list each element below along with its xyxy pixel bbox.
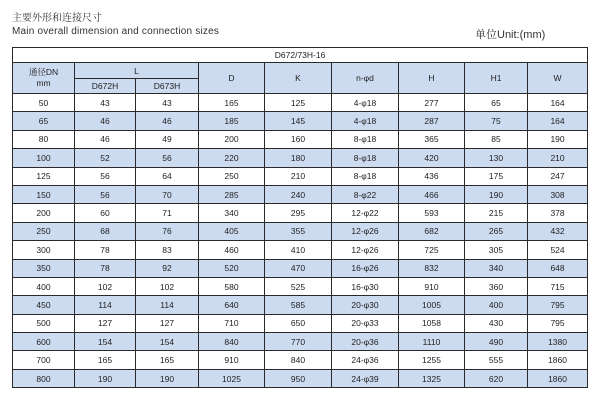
cell-l-d673h: 71: [136, 204, 199, 222]
cell-dn: 80: [13, 130, 75, 148]
cell-l-d673h: 102: [136, 277, 199, 295]
cell-d: 200: [199, 130, 265, 148]
cell-h: 277: [399, 94, 465, 112]
cell-l-d673h: 43: [136, 94, 199, 112]
cell-l-d672h: 43: [75, 94, 136, 112]
cell-k: 770: [265, 333, 332, 351]
cell-dn: 450: [13, 296, 75, 314]
cell-k: 840: [265, 351, 332, 369]
cell-w: 1860: [528, 351, 588, 369]
cell-h: 1005: [399, 296, 465, 314]
cell-h1: 620: [465, 369, 528, 387]
cell-k: 145: [265, 112, 332, 130]
header-h1: H1: [465, 63, 528, 94]
cell-w: 1380: [528, 333, 588, 351]
cell-h: 725: [399, 241, 465, 259]
dn-header-cell: [13, 63, 75, 94]
cell-l-d672h: 78: [75, 259, 136, 277]
table-row: [13, 222, 588, 240]
cell-h: 910: [399, 277, 465, 295]
cell-dn: 50: [13, 94, 75, 112]
table-title-row: [13, 48, 588, 63]
cell-h: 1110: [399, 333, 465, 351]
cell-k: 210: [265, 167, 332, 185]
cell-k: 240: [265, 185, 332, 203]
cell-d: 340: [199, 204, 265, 222]
cell-h1: 400: [465, 296, 528, 314]
cell-l-d672h: 56: [75, 167, 136, 185]
cell-w: 432: [528, 222, 588, 240]
title-english: Main overall dimension and connection sizes: [12, 26, 220, 37]
header-n-phid: n-φd: [332, 63, 399, 94]
cell-n-phid: 24-φ39: [332, 369, 399, 387]
cell-l-d672h: 78: [75, 241, 136, 259]
cell-h: 436: [399, 167, 465, 185]
cell-d: 640: [199, 296, 265, 314]
cell-l-d672h: 46: [75, 112, 136, 130]
cell-d: 580: [199, 277, 265, 295]
header-row: [13, 63, 588, 79]
cell-l-d672h: 114: [75, 296, 136, 314]
cell-h1: 490: [465, 333, 528, 351]
cell-k: 650: [265, 314, 332, 332]
cell-h1: 190: [465, 185, 528, 203]
cell-d: 1025: [199, 369, 265, 387]
header-w: W: [528, 63, 588, 94]
table-row: [13, 241, 588, 259]
cell-n-phid: 16-φ26: [332, 259, 399, 277]
cell-l-d672h: 46: [75, 130, 136, 148]
table-row: [13, 185, 588, 203]
cell-n-phid: 12-φ22: [332, 204, 399, 222]
cell-n-phid: 12-φ26: [332, 222, 399, 240]
cell-h1: 340: [465, 259, 528, 277]
cell-n-phid: 8-φ18: [332, 167, 399, 185]
cell-dn: 400: [13, 277, 75, 295]
table-row: [13, 149, 588, 167]
cell-h: 1058: [399, 314, 465, 332]
dn-unit: mm: [36, 78, 51, 88]
cell-n-phid: 4-φ18: [332, 94, 399, 112]
cell-dn: 100: [13, 149, 75, 167]
cell-l-d672h: 127: [75, 314, 136, 332]
cell-w: 715: [528, 277, 588, 295]
cell-h1: 265: [465, 222, 528, 240]
cell-d: 910: [199, 351, 265, 369]
cell-n-phid: 20-φ33: [332, 314, 399, 332]
cell-dn: 125: [13, 167, 75, 185]
cell-h1: 85: [465, 130, 528, 148]
cell-n-phid: 20-φ36: [332, 333, 399, 351]
cell-n-phid: 4-φ18: [332, 112, 399, 130]
table-row: [13, 167, 588, 185]
cell-h: 1325: [399, 369, 465, 387]
cell-dn: 800: [13, 369, 75, 387]
cell-w: 1860: [528, 369, 588, 387]
cell-k: 295: [265, 204, 332, 222]
cell-h1: 305: [465, 241, 528, 259]
cell-h1: 75: [465, 112, 528, 130]
cell-h: 287: [399, 112, 465, 130]
cell-l-d673h: 190: [136, 369, 199, 387]
cell-l-d673h: 92: [136, 259, 199, 277]
cell-n-phid: 8-φ22: [332, 185, 399, 203]
cell-h: 682: [399, 222, 465, 240]
cell-k: 585: [265, 296, 332, 314]
cell-l-d673h: 154: [136, 333, 199, 351]
cell-n-phid: 16-φ30: [332, 277, 399, 295]
cell-n-phid: 20-φ30: [332, 296, 399, 314]
cell-w: 210: [528, 149, 588, 167]
table-body: [13, 94, 588, 388]
table-row: [13, 204, 588, 222]
cell-l-d672h: 56: [75, 185, 136, 203]
cell-h1: 430: [465, 314, 528, 332]
table-row: [13, 314, 588, 332]
dn-label: 通径DN: [28, 67, 59, 77]
cell-l-d672h: 68: [75, 222, 136, 240]
cell-n-phid: 24-φ36: [332, 351, 399, 369]
table-row: [13, 333, 588, 351]
cell-k: 125: [265, 94, 332, 112]
cell-h1: 175: [465, 167, 528, 185]
cell-w: 378: [528, 204, 588, 222]
cell-h1: 130: [465, 149, 528, 167]
cell-l-d672h: 60: [75, 204, 136, 222]
cell-dn: 300: [13, 241, 75, 259]
cell-d: 710: [199, 314, 265, 332]
cell-dn: 350: [13, 259, 75, 277]
header-d: D: [199, 63, 265, 94]
cell-dn: 700: [13, 351, 75, 369]
cell-w: 308: [528, 185, 588, 203]
cell-w: 164: [528, 112, 588, 130]
cell-h: 466: [399, 185, 465, 203]
table-row: [13, 369, 588, 387]
cell-dn: 250: [13, 222, 75, 240]
cell-h: 420: [399, 149, 465, 167]
cell-h1: 65: [465, 94, 528, 112]
cell-k: 355: [265, 222, 332, 240]
cell-h: 832: [399, 259, 465, 277]
l-group-header: L: [75, 63, 199, 79]
cell-l-d672h: 52: [75, 149, 136, 167]
table-row: [13, 351, 588, 369]
cell-k: 410: [265, 241, 332, 259]
cell-dn: 65: [13, 112, 75, 130]
cell-d: 250: [199, 167, 265, 185]
table-row: [13, 112, 588, 130]
cell-w: 795: [528, 296, 588, 314]
cell-l-d673h: 56: [136, 149, 199, 167]
cell-l-d672h: 102: [75, 277, 136, 295]
cell-h: 593: [399, 204, 465, 222]
cell-w: 164: [528, 94, 588, 112]
title-chinese: 主要外形和连接尺寸: [12, 13, 102, 24]
cell-l-d672h: 190: [75, 369, 136, 387]
cell-d: 185: [199, 112, 265, 130]
cell-l-d673h: 70: [136, 185, 199, 203]
cell-h1: 555: [465, 351, 528, 369]
cell-d: 220: [199, 149, 265, 167]
dimension-table: [12, 47, 588, 388]
cell-l-d673h: 165: [136, 351, 199, 369]
cell-dn: 600: [13, 333, 75, 351]
cell-k: 180: [265, 149, 332, 167]
cell-w: 524: [528, 241, 588, 259]
cell-dn: 150: [13, 185, 75, 203]
table-row: [13, 259, 588, 277]
table-row: [13, 94, 588, 112]
cell-l-d672h: 165: [75, 351, 136, 369]
cell-l-d673h: 49: [136, 130, 199, 148]
model-title: D672/73H-16: [13, 48, 588, 63]
cell-d: 405: [199, 222, 265, 240]
cell-h: 365: [399, 130, 465, 148]
cell-l-d673h: 127: [136, 314, 199, 332]
cell-w: 648: [528, 259, 588, 277]
header-h: H: [399, 63, 465, 94]
cell-k: 160: [265, 130, 332, 148]
header-d672h: D672H: [75, 79, 136, 94]
cell-h: 1255: [399, 351, 465, 369]
cell-d: 460: [199, 241, 265, 259]
unit-label: 单位Unit:(mm): [475, 29, 546, 41]
cell-w: 795: [528, 314, 588, 332]
cell-n-phid: 8-φ18: [332, 149, 399, 167]
cell-l-d673h: 114: [136, 296, 199, 314]
table-row: [13, 130, 588, 148]
cell-w: 247: [528, 167, 588, 185]
cell-l-d672h: 154: [75, 333, 136, 351]
cell-w: 190: [528, 130, 588, 148]
cell-dn: 200: [13, 204, 75, 222]
cell-k: 525: [265, 277, 332, 295]
cell-l-d673h: 46: [136, 112, 199, 130]
table-row: [13, 296, 588, 314]
cell-dn: 500: [13, 314, 75, 332]
cell-k: 470: [265, 259, 332, 277]
cell-l-d673h: 83: [136, 241, 199, 259]
cell-n-phid: 8-φ18: [332, 130, 399, 148]
cell-h1: 360: [465, 277, 528, 295]
cell-d: 165: [199, 94, 265, 112]
cell-d: 285: [199, 185, 265, 203]
cell-k: 950: [265, 369, 332, 387]
header-k: K: [265, 63, 332, 94]
cell-d: 840: [199, 333, 265, 351]
cell-d: 520: [199, 259, 265, 277]
cell-n-phid: 12-φ26: [332, 241, 399, 259]
header-d673h: D673H: [136, 79, 199, 94]
cell-l-d673h: 76: [136, 222, 199, 240]
cell-h1: 215: [465, 204, 528, 222]
cell-l-d673h: 64: [136, 167, 199, 185]
table-row: [13, 277, 588, 295]
